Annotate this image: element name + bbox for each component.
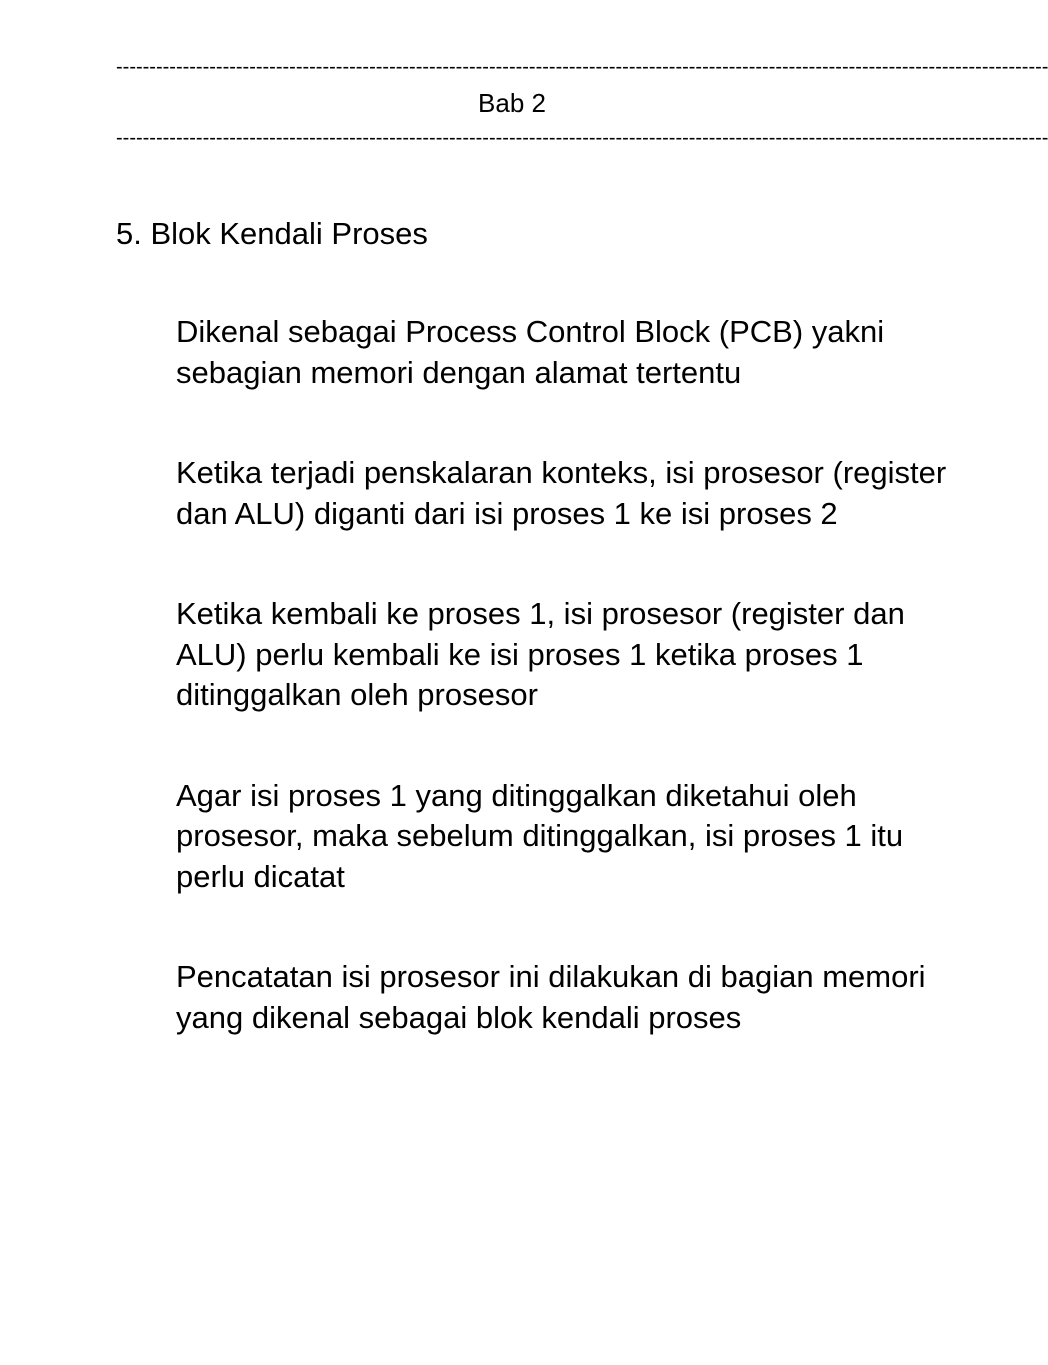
paragraph-context-switch: Ketika terjadi penskalaran konteks, isi prosesor (register dan ALU) diganti dari isi proses 1 ke isi proses 2 [176, 455, 947, 531]
section-heading: 5. Blok Kendali Proses [116, 216, 428, 251]
paragraph-return-to-process: Ketika kembali ke proses 1, isi prosesor (register dan ALU) perlu kembali ke isi proses 1 ketika proses 1 ditinggalkan oleh prosesor [176, 596, 905, 712]
chapter-title: Bab 2 [478, 88, 546, 118]
paragraph-pcb-definition: Dikenal sebagai Process Control Block (PCB) yakni sebagian memori dengan alamat tertentu [176, 314, 885, 390]
paragraph-pcb-storage: Pencatatan isi prosesor ini dilakukan di bagian memori yang dikenal sebagai blok kendali proses [176, 959, 926, 1035]
header-dashed-rule-top: -------------------------------------------------------------------------------------------------------------------------------------------- [116, 56, 1048, 78]
header-dashed-rule-bottom: -------------------------------------------------------------------------------------------------------------------------------------------- [116, 127, 1048, 149]
section-body [176, 312, 976, 1098]
paragraph-record-state: Agar isi proses 1 yang ditinggalkan diketahui oleh prosesor, maka sebelum ditinggalkan, isi proses 1 itu perlu dicatat [176, 777, 904, 894]
